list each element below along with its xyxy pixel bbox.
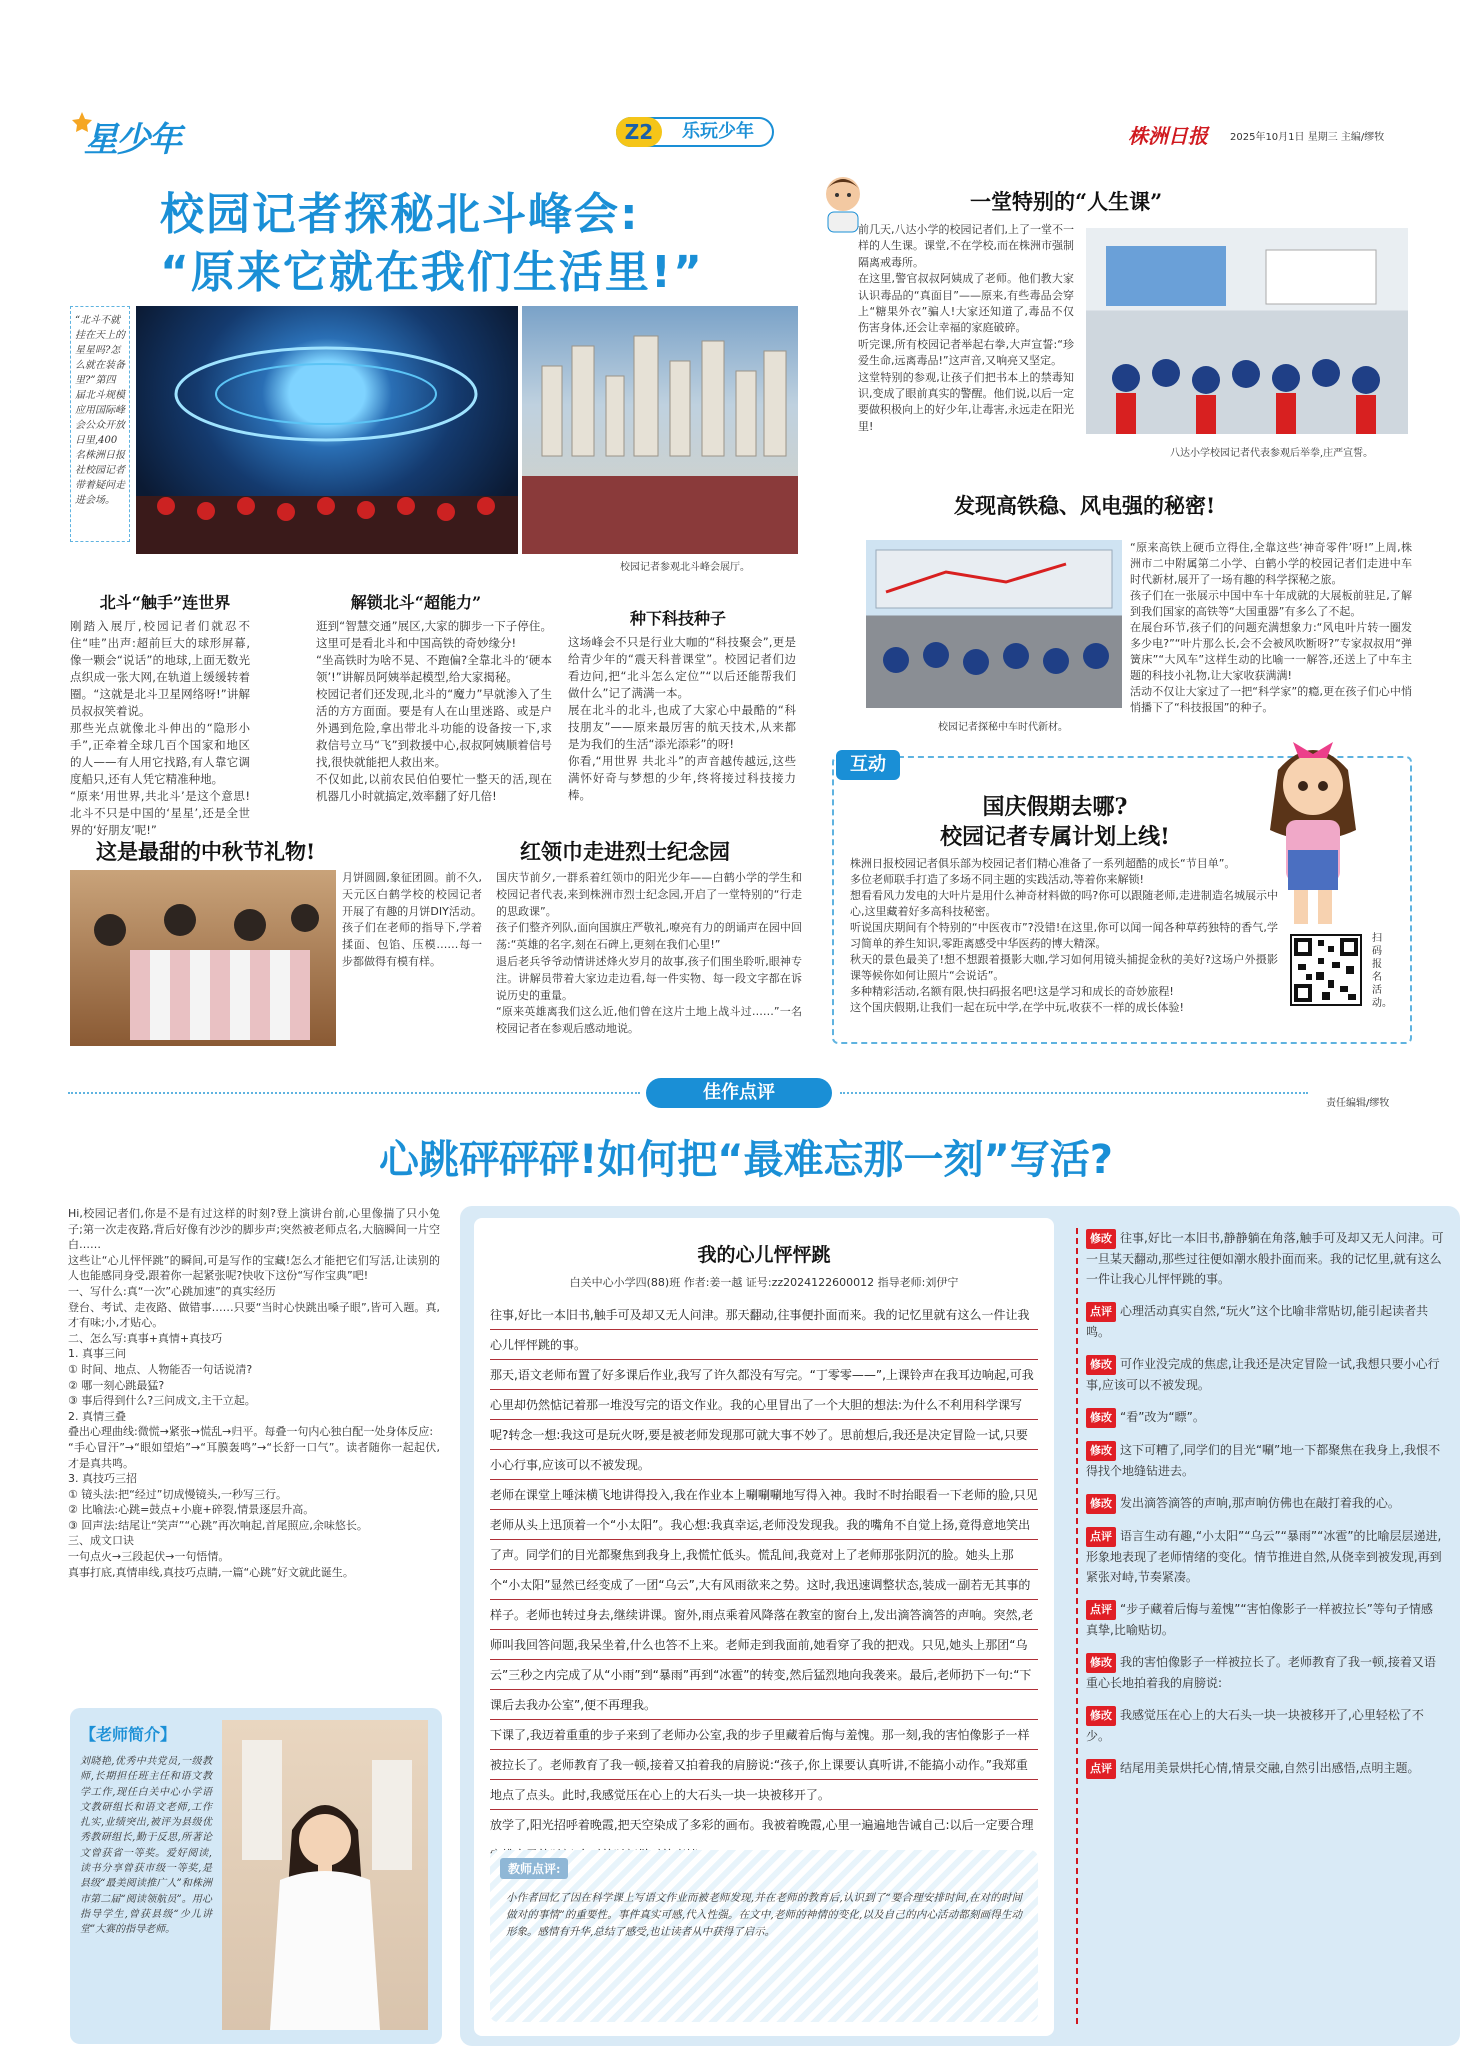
comment-text: 我的害怕像影子一样被拉长了。老师教育了我一顿,接着又语重心长地拍着我的肩膀说:	[1086, 1655, 1436, 1690]
sec5-text: 国庆节前夕,一群系着红领巾的阳光少年——白鹤小学的学生和校园记者代表,来到株洲市烈士纪念园,开启了一堂特别的“行走的思政课”。 孩子们整齐列队,面向国旗庄严敬礼,嘹亮有力的朗诵声在园中回荡:“英雄的名字,刻在石碑上,更刻在我们心里!” 退后老兵爷爷动情讲述烽火岁月的故事,孩子们围坐聆听,眼神专注。讲解员带着大家边走边看,每一件实物、每一段文字都在诉说历史的重量。 “原来英雄离我们这么近,他们曾在这片土地上战斗过……”一名校园记者在参观后感动地说。	[496, 871, 802, 1036]
essay-body: 往事,好比一本旧书,触手可及却又无人问津。那天翻动,往事便扑面而来。我的记忆里就有这么一件让我心儿怦怦跳的事。 那天,语文老师布置了好多课后作业,我写了许久都没有写完。“丁零零——”,上课铃声在我耳边响起,可我心里却仍然惦记着那一堆没写完的语文作业。我的心里冒出了一个大胆的想法:为什么不利用科学课写呢?转念一想:我这可是玩火呀,要是被老师发现那可就大事不妙了。思前想后,我还是决定冒险一试,只要小心行事,应该可以不被发现。 老师在课堂上唾沫横飞地讲得投入,我在作业本上唰唰唰地写得入神。我时不时抬眼看一下老师的脸,只见老师从头上迅顶着一个“小太阳”。我心想:我真幸运,老师没发现我。我的嘴角不自觉上扬,竟得意地笑出了声。同学们的目光都聚焦到我身上,我慌忙低头。慌乱间,我竟对上了老师那张阴沉的脸。她头上那个“小太阳”显然已经变成了一团“乌云”,大有风雨欲来之势。这时,我迅速调整状态,装成一副若无其事的样子。老师也转过身去,继续讲课。窗外,雨点乘着风降落在教室的窗台上,发出滴答滴答的声响。突然,老师叫我回答问题,我呆坐着,什么也答不上来。老师走到我面前,她看穿了我的把戏。只见,她头上那团“乌云”三秒之内完成了从“小雨”到“暴雨”再到“冰雹”的转变,然后猛烈地向我袭来。最后,老师扔下一句:“下课后去我办公室”,便不再理我。 下课了,我迈着重重的步子来到了老师办公室,我的步子里藏着后悔与羞愧。那一刻,我的害怕像影子一样被拉长了。老师教育了我一顿,接着又拍着我的肩膀说:“孩子,你上课要认真听讲,不能搞小动作。”我郑重地点了点头。此时,我感觉压在心上的大石头一块一块被移开了。 放学了,阳光招呼着晚霞,把天空染成了多彩的画布。我被着晚霞,心里一遍遍地告诫自己:以后一定要合理	[490, 1300, 1038, 1810]
comment-tag: 修改	[1086, 1408, 1116, 1428]
students-exhibit-icon	[866, 540, 1122, 708]
sec4-text: 月饼圆圆,象征团圆。前不久,天元区白鹤学校的校园记者开展了有趣的月饼DIY活动。孩子们在老师的指导下,学着揉面、包馅、压模……每一步都做得有模有样。	[342, 871, 482, 968]
main-title-line2: “原来它就在我们生活里!”	[160, 247, 704, 298]
comment-item	[1086, 1758, 1444, 1779]
comment-item	[1086, 1228, 1444, 1289]
teacher-comment-label: 教师点评:	[500, 1858, 568, 1879]
comment-text: 发出滴答滴答的声响,那声响仿佛也在敲打着我的心。	[1120, 1496, 1400, 1510]
main-title-line1: 校园记者探秘北斗峰会:	[160, 189, 640, 240]
interact-label: 互动	[836, 750, 900, 780]
comment-item	[1086, 1354, 1444, 1395]
comment-list	[1086, 1228, 1444, 1779]
comment-tag: 修改	[1086, 1355, 1116, 1375]
comment-text: 往事,好比一本旧书,静静躺在角落,触手可及却又无人问津。可一旦某天翻动,那些过往便如潮水般扑面而来。我的记忆里,就有这么一件让我心儿怦怦跳的事。	[1086, 1231, 1444, 1286]
classroom-icon	[1086, 228, 1408, 434]
page-number: Z2	[616, 117, 662, 147]
dome-globe-icon	[136, 306, 518, 554]
rail-title: 发现高铁稳、风电强的秘密!	[954, 493, 1216, 518]
comment-text: “看”改为“瞟”。	[1120, 1410, 1205, 1424]
life-class-photo	[1086, 228, 1408, 434]
qr-code[interactable]	[1290, 934, 1362, 1006]
comment-item	[1086, 1705, 1444, 1746]
main-photo-caption: 校园记者参观北斗峰会展厅。	[620, 562, 750, 573]
teacher-bio: 刘晓艳,优秀中共党员,一级教师,长期担任班主任和语文教学工作,现任白关中心小学语文教研组长和语文老师,工作扎实,业绩突出,被评为县级优秀教研组长,勤于反思,所著论文曾获省一等奖。爱好阅读,读书分享曾获市级一等奖,是县级“最美阅读推广人”和株洲市第二届“阅读领航员”。用心指导学生,曾获县级“少儿讲堂”大赛的指导老师。	[80, 1756, 212, 1936]
masthead-logo	[72, 108, 202, 160]
comment-text: 结尾用美景烘托心情,情景交融,自然引出感悟,点明主题。	[1120, 1761, 1420, 1775]
comment-tag: 修改	[1086, 1441, 1116, 1461]
comment-item	[1086, 1526, 1444, 1587]
comment-item	[1086, 1599, 1444, 1640]
girl-cartoon-icon	[1258, 730, 1368, 928]
comment-item	[1086, 1493, 1444, 1514]
comment-tag: 修改	[1086, 1653, 1116, 1673]
rail-photo	[866, 540, 1122, 708]
essay-section-label: 佳作点评	[646, 1078, 832, 1108]
section-name: 乐玩少年	[682, 121, 754, 142]
comment-tag: 点评	[1086, 1759, 1116, 1779]
teacher-portrait-icon	[222, 1720, 428, 2030]
main-quote-box	[70, 306, 130, 542]
comment-item	[1086, 1301, 1444, 1342]
life-caption: 八达小学校园记者代表参观后举拳,庄严宣誓。	[1170, 448, 1374, 459]
divider-right	[840, 1092, 1308, 1094]
main-quote: “北斗不就挂在天上的星星吗?怎么就在装备里?”第四届北斗规模应用国际峰会公众开放日里,400名株洲日报社校园记者带着疑问走进会场。	[75, 315, 125, 506]
comment-item	[1086, 1652, 1444, 1693]
qr-code-icon	[1292, 936, 1360, 1004]
comment-text: 我感觉压在心上的大石头一块一块被移开了,心里轻松了不少。	[1086, 1708, 1424, 1743]
mooncake-activity-icon	[70, 870, 336, 1046]
comment-item	[1086, 1440, 1444, 1481]
comment-tag: 点评	[1086, 1600, 1116, 1620]
girl-mascot	[1258, 730, 1368, 928]
teacher-comment-text: 小作者回忆了因在科学课上写语文作业而被老师发现,并在老师的教育后,认识到了“要合理安排时间,在对的时间做对的事情”的重要性。事件真实可感,代入性强。在文中,老师的神情的变化,以及自己的内心活动都刻画得生动形象。感情有升华,总结了感受,也让读者从中获得了启示。	[506, 1892, 1022, 1938]
comment-text: 语言生动有趣,“小太阳”“乌云”“暴雨”“冰雹”的比喻层层递进,形象地表现了老师情绪的变化。情节推进自然,从侥幸到被发现,再到紧张对峙,节奏紧凑。	[1086, 1529, 1442, 1584]
comment-text: 可作业没完成的焦虑,让我还是决定冒险一试,我想只要小心行事,应该可以不被发现。	[1086, 1357, 1440, 1392]
comment-tag: 修改	[1086, 1229, 1116, 1249]
page-badge	[616, 117, 774, 149]
logo-text: 星少年	[84, 120, 180, 160]
beidou-dome-photo	[136, 306, 518, 554]
mooncake-photo	[70, 870, 336, 1046]
comment-text: “步子藏着后悔与羞愧”“害怕像影子一样被拉长”等句子情感真挚,比喻贴切。	[1086, 1602, 1433, 1637]
divider-left	[68, 1092, 640, 1094]
sec1-text: 刚踏入展厅,校园记者们就忍不住“哇”出声:超前巨大的球形屏幕,像一颗会“说话”的地球,上面无数光点织成一张大网,在轨道上缓缓转着圈。“这就是北斗卫星网络呀!”讲解员叔叔笑着说。 那些光点就像北斗伸出的“隐形小手”,正牵着全球几百个国家和地区的人——有人用它找路,有人靠它调度船只,还有人凭它精准种地。 “原来‘用世界,共北斗’是这个意思!北斗不只是中国的‘星星’,还是全世界的‘好朋友’呢!”	[70, 619, 250, 837]
interact-text: 株洲日报校园记者俱乐部为校园记者们精心准备了一系列超酷的成长“节目单”。 多位老师联手打造了多场不同主题的实践活动,等着你来解锁! 想看看风力发电的大叶片是用什么神奇材料做的吗?你可以跟随老师,走进制造名城展示中心,这里藏着好多高科技秘密。 听说国庆期间有个特别的“中医夜市”?没错!在这里,你可以闻一闻各种草药独特的香气,学习简单的养生知识,零距离感受中华医药的博大精深。 秋天的景色最美了!想不想跟着摄影大咖,学习如何用镜头捕捉金秋的美好?这场户外摄影课等候你如何让照片“会说话”。 多种精彩活动,名额有限,快扫码报名吧!这是学习和成长的奇妙旅程! 这个国庆假期,让我们一起在玩中学,在学中玩,收获不一样的成长体验!	[850, 857, 1278, 1014]
sec4-title: 这是最甜的中秋节礼物!	[96, 839, 316, 864]
page-editor: 责任编辑/缪牧	[1326, 1098, 1390, 1109]
buildings-icon	[522, 306, 798, 554]
comment-item	[1086, 1407, 1444, 1428]
paper-name: 株洲日报	[1128, 124, 1208, 148]
city-model-photo	[522, 306, 798, 554]
teacher-comment-box	[490, 1850, 1038, 2022]
comment-tag: 点评	[1086, 1527, 1116, 1547]
interact-title-line1: 国庆假期去哪?	[982, 794, 1128, 820]
sec2-title: 解锁北斗“超能力”	[350, 593, 482, 612]
sec5-title: 红领巾走进烈士纪念园	[520, 839, 730, 864]
essay-section-title: 心跳砰砰砰!如何把“最难忘那一刻”写活?	[378, 1137, 1114, 1183]
sec3-title: 种下科技种子	[629, 609, 726, 628]
date-line: 2025年10月1日 星期三 主编/缪牧	[1230, 132, 1385, 143]
rail-caption: 校园记者探秘中车时代新材。	[938, 722, 1068, 733]
interact-title-line2: 校园记者专属计划上线!	[940, 824, 1170, 850]
essay-byline: 白关中心小学四(88)班 作者:姜一越 证号:zz2024122600012 指导老师:刘伊宁	[569, 1276, 959, 1289]
comment-tag: 点评	[1086, 1302, 1116, 1322]
sec3-text: 这场峰会不只是行业大咖的“科技聚会”,更是给青少年的“震天科普课堂”。校园记者们边看边问,把“北斗怎么定位”“以后还能帮我们做什么”记了满满一本。 展在北斗的北斗,也成了大家心中最酷的“科技朋友”——原来最厉害的航天技术,从来都是为我们的生活“添光添彩”的呀! 你看,“用世界 共北斗”的声音越传越远,这些满怀好奇与梦想的少年,终将接过科技接力棒。	[568, 635, 796, 802]
teacher-label: 【老师简介】	[80, 1725, 177, 1744]
life-title: 一堂特别的“人生课”	[970, 189, 1163, 214]
sec1-title: 北斗“触手”连世界	[99, 593, 231, 612]
comment-text: 这下可糟了,同学们的目光“唰”地一下都聚焦在我身上,我恨不得找个地缝钻进去。	[1086, 1443, 1441, 1478]
comment-tag: 修改	[1086, 1494, 1116, 1514]
qr-caption: 扫码报名活动。	[1372, 933, 1392, 1009]
comment-text: 心理活动真实自然,“玩火”这个比喻非常贴切,能引起读者共鸣。	[1086, 1304, 1429, 1339]
life-text: 前几天,八达小学的校园记者们,上了一堂不一样的人生课。课堂,不在学校,而在株洲市强制隔离戒毒所。 在这里,警官叔叔阿姨成了老师。他们教大家认识毒品的“真面目”——原来,有些毒品会穿上“糖果外衣”骗人!大家还知道了,毒品不仅伤害身体,还会让幸福的家庭破碎。 听完课,所有校园记者举起右拳,大声宣誓:“珍爱生命,远离毒品!”这声音,又响亮又坚定。 这堂特别的参观,让孩子们把书本上的禁毒知识,变成了眼前真实的警醒。他们说,以后一定要做积极向上的好少年,让毒害,永远走在阳光里!	[858, 223, 1074, 433]
essay-title: 我的心儿怦怦跳	[697, 1244, 831, 1266]
rail-text: “原来高铁上硬币立得住,全靠这些‘神奇零件’呀!”上周,株洲市二中附属第二小学、白鹤小学的校园记者们走进中车时代新材,展开了一场有趣的科学探秘之旅。 孩子们在一张展示中国中车十年成就的大展板前驻足,了解到我们国家的高铁等“大国重器”有多么了不起。 在展台环节,孩子们的问题充满想象力:“风电叶片转一圈发多少电?”“叶片那么长,会不会被风吹断呀?”专家叔叔用“弹簧床”“大风车”这样生动的比喻一一解答,还送上了中车主题的科技小礼物,让大家收获满满! 活动不仅让大家过了一把“科学家”的瘾,更在孩子们心中悄悄播下了“科技报国”的种子。	[1130, 541, 1412, 714]
essay-intro: Hi,校园记者们,你是不是有过这样的时刻?登上演讲台前,心里像揣了只小兔子;第一次走夜路,背后好像有沙沙的脚步声;突然被老师点名,大脑瞬间一片空白…… 这些让“心儿怦怦跳”的瞬间,可是写作的宝藏!怎么才能把它们写活,让读别的人也能感同身受,跟着你一起紧张呢?快收下这份“写作宝典”吧! 一、写什么:真“一次”心跳加速”的真实经历 登台、考试、走夜路、做错事……只要“当时心快跳出嗓子眼”,皆可入题。真,才有味;小,才贴心。 二、怎么写:真事+真情+真技巧 1. 真事三问 ① 时间、地点、人物能否一句话说清? ② 哪一刻心跳最猛? ③ 事后得到什么?三问成文,主干立起。 2. 真情三叠 叠出心理曲线:微慌→紧张→慌乱→归平。每叠一句内心独白配一处身体反应: “手心冒汗”→“眼如望焰”→“耳膜轰鸣”→“长舒一口气”。读者随你一起起伏,才是真共鸣。 3. 真技巧三招 ① 镜头法:把“经过”切成慢镜头,一秒写三行。 ② 比喻法:心跳=鼓点+小鹿+碎裂,情景逐层升高。 ③ 回声法:结尾让“笑声”“心跳”再次响起,首尾照应,余味悠长。 三、成文口诀 一句点火→三段起伏→一句悟情。 真事打底,真情串线,真技巧点睛,一篇“心跳”好文就此诞生。	[68, 1207, 440, 1579]
teacher-photo	[222, 1720, 428, 2030]
sec2-text: 逛到“智慧交通”展区,大家的脚步一下子停住。这里可是看北斗和中国高铁的奇妙缘分! “坐高铁时为啥不晃、不跑偏?全靠北斗的‘硬本领’!”讲解员阿姨举起模型,给大家揭秘。 校园记者们还发现,北斗的“魔力”早就渗入了生活的方方面面。要是有人在山里迷路、或是户外遇到危险,拿出带北斗功能的设备按一下,求救信号立马“飞”到救援中心,叔叔阿姨顺着信号找,很快就能把人救出来。 不仅如此,以前农民伯伯要忙一整天的活,现在机器几小时就搞定,效率翻了好几倍!	[316, 619, 552, 803]
comment-column	[1076, 1228, 1444, 2024]
comment-tag: 修改	[1086, 1706, 1116, 1726]
